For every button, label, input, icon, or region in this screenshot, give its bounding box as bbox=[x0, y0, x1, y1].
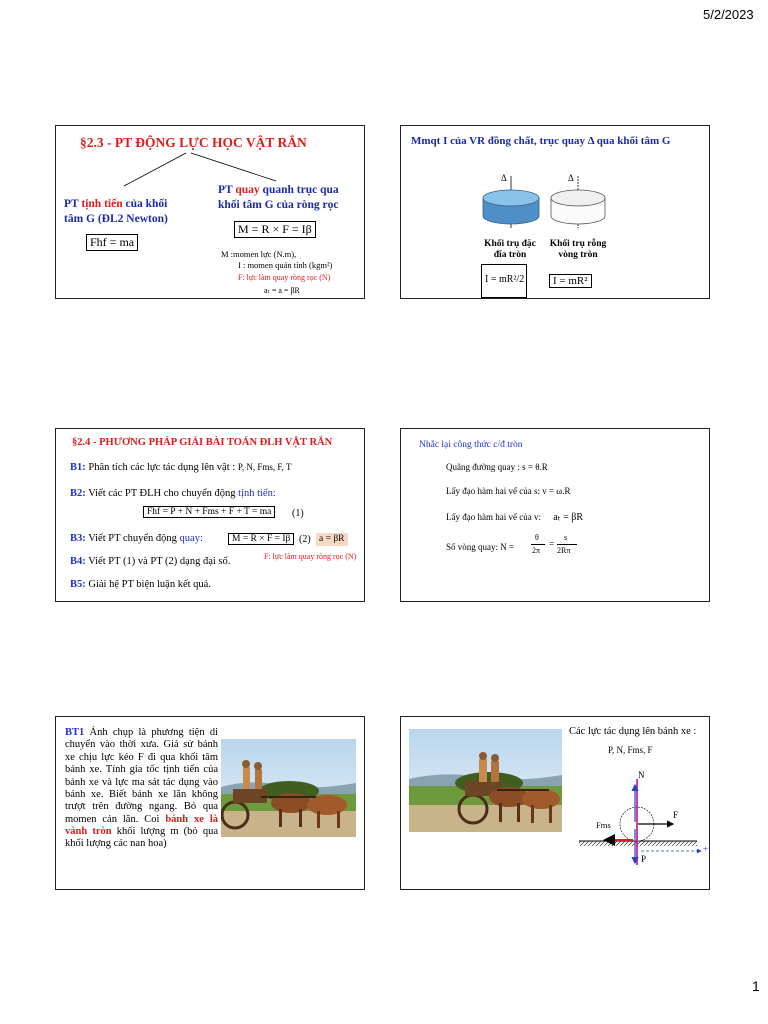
slide-4[interactable] bbox=[400, 428, 710, 602]
slide1-right-formula: M = R × F = Iβ bbox=[234, 221, 316, 238]
slide3-b3-note: F: lực làm quay ròng rọc (N) bbox=[264, 552, 357, 561]
slide-3[interactable] bbox=[55, 428, 365, 602]
slide-2[interactable] bbox=[400, 125, 710, 299]
slide1-left-formula: Fhf = ma bbox=[86, 234, 138, 251]
slide3-b5: B5: Giải hệ PT biện luận kết quả. bbox=[70, 579, 211, 590]
slide1-right-heading: PT quay quanh trục qua bbox=[218, 184, 339, 196]
hollow-cylinder-label: Khối trụ rỗng vòng tròn bbox=[549, 239, 607, 260]
slide3-title: §2.4 - PHƯƠNG PHÁP GIẢI BÀI TOÁN ĐLH VẬT RẮN bbox=[72, 437, 333, 448]
slide1-note-a: aₜ = a = βR bbox=[264, 286, 300, 295]
slide6-title-1: Các lực tác dụng lên bánh xe : bbox=[569, 726, 697, 737]
fraction-equals: = bbox=[549, 539, 555, 549]
force-label-fms: Fms bbox=[596, 820, 611, 830]
force-label-n: N bbox=[638, 770, 645, 780]
wheel-force-diagram bbox=[401, 717, 710, 890]
slide-1[interactable] bbox=[55, 125, 365, 299]
page-number: 1 bbox=[752, 978, 760, 994]
slide3-b3-number: (2) bbox=[299, 534, 311, 545]
slide1-left-heading-2: tâm G (ĐL2 Newton) bbox=[64, 213, 168, 225]
slide3-b4: B4: Viết PT (1) và PT (2) dạng đại số. bbox=[70, 556, 231, 567]
fraction-s-num: s bbox=[564, 533, 568, 542]
slide2-title: Mmqt I của VR đồng chất, trục quay Δ qua khối tâm G bbox=[411, 135, 671, 147]
force-label-f: F bbox=[673, 810, 679, 820]
slide4-row-4: Số vòng quay: N = bbox=[446, 542, 515, 552]
fraction-line-2 bbox=[557, 544, 577, 545]
solid-cylinder-label: Khối trụ đặc đĩa tròn bbox=[484, 239, 536, 260]
fraction-theta-den: 2π bbox=[532, 546, 541, 555]
slide1-left-heading: PT tịnh tiến của khối bbox=[64, 198, 168, 210]
hollow-cylinder-formula: I = mR² bbox=[549, 274, 592, 288]
slide3-b3: B3: Viết PT chuyển động quay: bbox=[70, 533, 203, 544]
fraction-theta-num: θ bbox=[535, 533, 539, 542]
slide-6[interactable] bbox=[400, 716, 710, 890]
slide1-note-f: F: lực làm quay ròng rọc (N) bbox=[238, 273, 331, 282]
slide3-b2-number: (1) bbox=[292, 508, 304, 519]
slide1-right-heading-2: khối tâm G của ròng rọc bbox=[218, 199, 339, 211]
slide6-forces: P, N, Fms, F bbox=[608, 745, 653, 755]
slide3-b2: B2: Viết các PT ĐLH cho chuyển động tịnh tiến: bbox=[70, 488, 276, 499]
slide1-note-i: I : momen quán tính (kgm²) bbox=[238, 260, 333, 270]
slide3-b3-extra: a = βR bbox=[316, 533, 348, 546]
ox-cart-photo bbox=[221, 739, 356, 837]
fraction-s-den: 2Rπ bbox=[557, 546, 571, 555]
slide4-row-1: Quãng đường quay : s = θ.R bbox=[446, 462, 548, 472]
slide4-title: Nhắc lại công thức c/đ tròn bbox=[419, 440, 523, 450]
slide3-b1: B1: Phân tích các lực tác dụng lên vật : P, N, Fms, F, T bbox=[70, 462, 292, 473]
direction-plus: + bbox=[703, 844, 709, 854]
slide3-b3-formula: M = R × F = Iβ bbox=[228, 533, 294, 545]
axis-delta-1: Δ bbox=[501, 173, 507, 183]
solid-cylinder-formula: I = mR²/2 bbox=[481, 264, 527, 298]
slide-5[interactable] bbox=[55, 716, 365, 890]
slide1-title: §2.3 - PT ĐỘNG LỰC HỌC VẬT RẮN bbox=[80, 135, 307, 150]
slide4-row-3: Lấy đạo hàm hai vế của v: aₜ = βR bbox=[446, 512, 584, 523]
slide4-row-2: Lấy đạo hàm hai vế của s: v = ω.R bbox=[446, 486, 571, 496]
slide1-note-m: M :momen lực (N.m), bbox=[221, 249, 297, 259]
date-label: 5/2/2023 bbox=[703, 7, 754, 22]
slide5-problem-text: BT1 Ảnh chụp là phương tiện di chuyển vào thời xưa. Giả sử bánh xe chịu lực kéo F đi qua khối tâm bánh xe. Tính gia tốc tịnh tiến của bánh xe và lực ma sát tác dụng vào bánh xe. Biết bánh xe lăn không trượt trên đường ngang. Bỏ qua momen cản lăn. Coi bánh xe là vành tròn khối lượng m (bỏ qua khối lượng các nan hoa) bbox=[65, 727, 218, 850]
fraction-line-1 bbox=[531, 544, 545, 545]
axis-delta-2: Δ bbox=[568, 173, 574, 183]
slide3-b2-formula: Fhf = P + N + Fms + F + T = ma bbox=[143, 506, 275, 518]
force-label-p: P bbox=[641, 854, 647, 864]
